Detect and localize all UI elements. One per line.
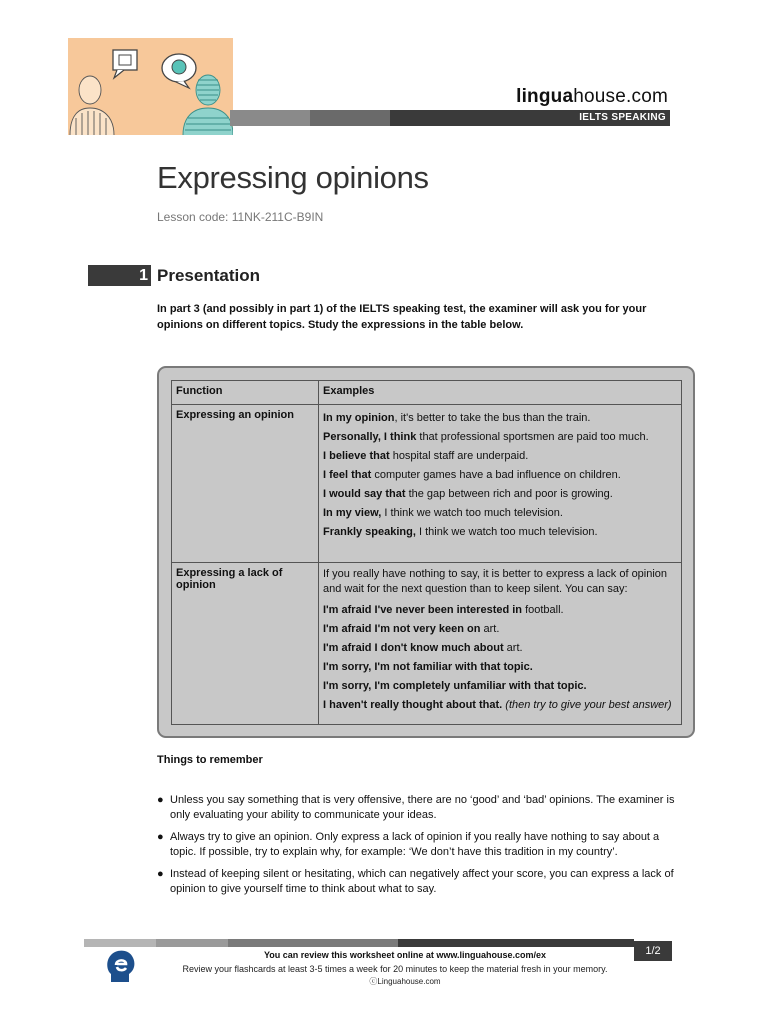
- example-bold: I'm afraid I've never been interested in: [323, 604, 523, 616]
- example-bold: I'm afraid I'm not very keen on: [323, 623, 481, 635]
- example-rest: I think we watch too much television.: [415, 526, 598, 538]
- brand-rest: house.com: [573, 86, 668, 107]
- example-line: [323, 601, 677, 620]
- footer-bar: [84, 939, 634, 947]
- example-rest: hospital staff are underpaid.: [389, 450, 529, 462]
- example-line: [323, 658, 677, 677]
- function-cell: [172, 563, 319, 725]
- example-line: [323, 485, 677, 504]
- example-bold: I believe that: [323, 450, 390, 462]
- table-row: [172, 405, 682, 563]
- page-title: Expressing opinions: [157, 160, 429, 195]
- example-rest: the gap between rich and poor is growing.: [405, 488, 613, 500]
- example-bold: Personally, I think: [323, 431, 417, 443]
- example-rest: art.: [480, 623, 500, 635]
- list-item-text: Instead of keeping silent or hesitating, which can negatively affect your score, you can express a lack of opinion to give yourself time to think about what to say.: [170, 868, 674, 895]
- example-line: [323, 696, 677, 715]
- example-line: [323, 677, 677, 696]
- footer-review-link-text: You can review this worksheet online at www.linguahouse.com/ex: [263, 950, 547, 960]
- example-rest: art.: [503, 642, 523, 654]
- brand-logo-text: [516, 86, 668, 108]
- list-item: [157, 867, 687, 897]
- list-item-text: Always try to give an opinion. Only express a lack of opinion if you really have nothing to say about a topic. If possible, try to explain why, for example: ‘We don’t have this tradition in my country’.: [170, 831, 660, 858]
- expressions-table: [171, 380, 682, 725]
- example-rest: computer games have a bad influence on children.: [371, 469, 621, 481]
- example-line: [323, 620, 677, 639]
- example-bold: I feel that: [323, 469, 372, 481]
- example-italic: (then try to give your best answer): [505, 699, 672, 711]
- example-line: [323, 639, 677, 658]
- example-line: [323, 466, 677, 485]
- example-bold: In my opinion: [323, 412, 395, 424]
- section-intro: In part 3 (and possibly in part 1) of the IELTS speaking test, the examiner will ask you for your opinions on different topics. Study the expressions in the table below.: [157, 303, 647, 331]
- table-header-examples: Examples: [319, 381, 682, 405]
- lesson-code: Lesson code: 11NK-211C-B9IN: [157, 210, 324, 224]
- bullet-icon: ●: [157, 794, 164, 806]
- footer-copyright: ⓒLinguahouse.com: [369, 977, 441, 986]
- header-illustration: [68, 38, 233, 135]
- example-line: [323, 447, 677, 466]
- list-item: [157, 830, 687, 860]
- example-bold: I'm sorry, I'm not familiar with that topic.: [323, 661, 533, 673]
- people-talking-illustration: [68, 38, 233, 135]
- brand-bold: lingua: [516, 86, 574, 107]
- example-rest: that professional sportsmen are paid too much.: [416, 431, 649, 443]
- example-bold: In my view,: [323, 507, 382, 519]
- function-label: Expressing an opinion: [176, 409, 294, 421]
- lack-of-opinion-note: If you really have nothing to say, it is better to express a lack of opinion and wait for the next question than to keep silent. You can say:: [323, 568, 668, 595]
- example-line: [323, 428, 677, 447]
- function-cell: [172, 405, 319, 563]
- example-bold: I'm sorry, I'm completely unfamiliar with that topic.: [323, 680, 587, 692]
- page-number: 1/2: [634, 941, 672, 961]
- bullet-icon: ●: [157, 831, 164, 843]
- example-line: [323, 523, 677, 542]
- example-bold: I would say that: [323, 488, 406, 500]
- section-title: Presentation: [157, 266, 260, 285]
- things-to-remember-heading: Things to remember: [157, 754, 263, 766]
- category-label: IELTS SPEAKING: [579, 112, 666, 123]
- list-item-text: Unless you say something that is very offensive, there are no ‘good’ and ‘bad’ opinions. The examiner is only evaluating your ability to communicate your ideas.: [170, 794, 675, 821]
- list-item: [157, 793, 687, 823]
- bullet-icon: ●: [157, 868, 164, 880]
- example-bold: I haven't really thought about that.: [323, 699, 503, 711]
- function-label: Expressing a lack of opinion: [176, 567, 283, 591]
- example-bold: I'm afraid I don't know much about: [323, 642, 504, 654]
- example-rest: football.: [522, 604, 564, 616]
- linguahouse-logo-icon: [105, 948, 137, 984]
- remember-list: [157, 793, 687, 904]
- section-number: 1: [139, 267, 148, 284]
- examples-cell: [319, 563, 682, 725]
- footer-flashcards-text: Review your flashcards at least 3-5 times a week for 20 minutes to keep the material fresh in your memory.: [182, 964, 608, 974]
- example-rest: I think we watch too much television.: [381, 507, 563, 519]
- table-header-function: Function: [172, 381, 319, 405]
- example-rest: , it's better to take the bus than the train.: [394, 412, 591, 424]
- example-line: [323, 409, 677, 428]
- table-header-row: [172, 381, 682, 405]
- example-line: [323, 504, 677, 523]
- examples-cell: [319, 405, 682, 563]
- table-row: [172, 563, 682, 725]
- example-bold: Frankly speaking,: [323, 526, 416, 538]
